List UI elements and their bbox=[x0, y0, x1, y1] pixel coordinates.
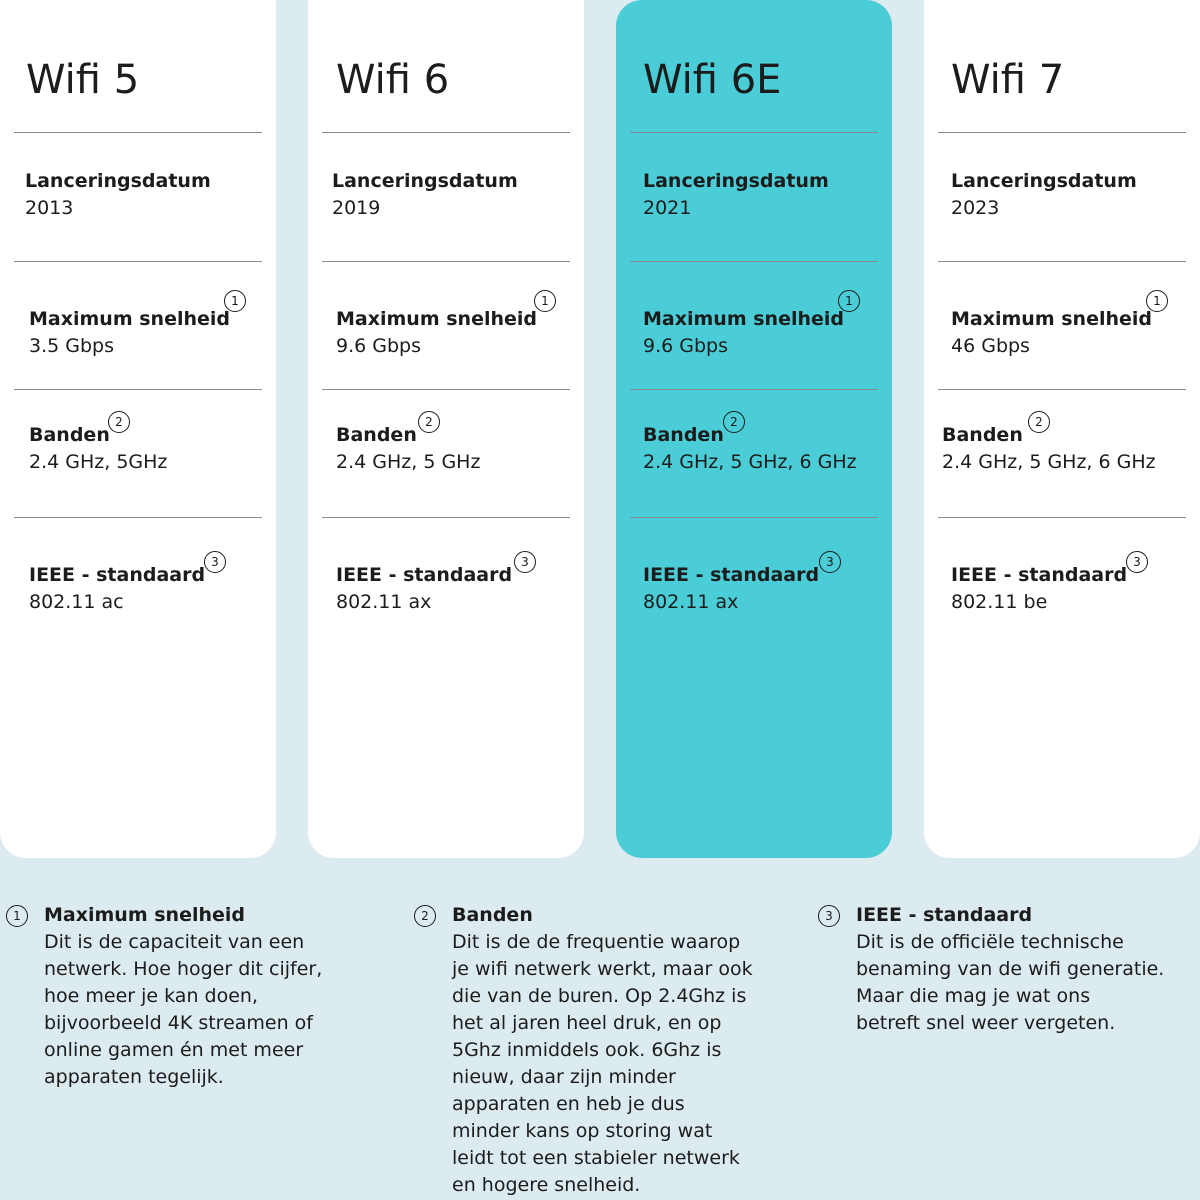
ieee-value: 802.11 ax bbox=[643, 591, 739, 613]
footnote-line: bijvoorbeeld 4K streamen of bbox=[44, 1012, 313, 1034]
launch-row bbox=[951, 168, 1137, 222]
footnote-1-icon: 1 bbox=[6, 905, 28, 927]
launch-label: Lanceringsdatum bbox=[951, 170, 1137, 192]
bands-label: Banden bbox=[942, 424, 1023, 446]
speed-label: Maximum snelheid bbox=[951, 308, 1152, 330]
launch-label: Lanceringsdatum bbox=[25, 170, 211, 192]
divider bbox=[14, 132, 262, 133]
bands-value: 2.4 GHz, 5 GHz bbox=[336, 451, 481, 473]
bands-label: Banden bbox=[336, 424, 417, 446]
bands-row bbox=[942, 422, 1156, 476]
bands-row bbox=[643, 422, 857, 476]
ieee-label: IEEE - standaard bbox=[643, 564, 820, 586]
bands-value: 2.4 GHz, 5 GHz, 6 GHz bbox=[942, 451, 1156, 473]
speed-label: Maximum snelheid bbox=[643, 308, 844, 330]
footnote-1-icon: 1 bbox=[534, 290, 556, 312]
divider bbox=[630, 132, 878, 133]
launch-value: 2023 bbox=[951, 197, 1000, 219]
speed-row bbox=[336, 306, 537, 360]
launch-label: Lanceringsdatum bbox=[332, 170, 518, 192]
launch-row bbox=[332, 168, 518, 222]
ieee-label: IEEE - standaard bbox=[336, 564, 513, 586]
divider bbox=[938, 517, 1186, 518]
card-title: Wifi 7 bbox=[951, 57, 1065, 103]
footnote-line: nieuw, daar zijn minder bbox=[452, 1066, 676, 1088]
footnote-text bbox=[452, 929, 804, 1199]
card-title: Wifi 6 bbox=[336, 57, 450, 103]
ieee-row bbox=[643, 562, 819, 616]
footnote-line: leidt tot een stabieler netwerk bbox=[452, 1147, 740, 1169]
divider bbox=[938, 389, 1186, 390]
footnote-3-icon: 3 bbox=[818, 905, 840, 927]
footnote-line: het al jaren heel druk, en op bbox=[452, 1012, 722, 1034]
footnote-3-icon: 3 bbox=[819, 551, 841, 573]
card-wifi-7 bbox=[924, 0, 1200, 858]
bands-value: 2.4 GHz, 5 GHz, 6 GHz bbox=[643, 451, 857, 473]
footnote-ieee bbox=[818, 902, 1194, 1037]
footnote-line: betreft snel weer vergeten. bbox=[856, 1012, 1116, 1034]
divider bbox=[14, 517, 262, 518]
ieee-label: IEEE - standaard bbox=[951, 564, 1128, 586]
footnote-line: hoe meer je kan doen, bbox=[44, 985, 258, 1007]
footnote-2-icon: 2 bbox=[414, 905, 436, 927]
footnote-line: apparaten tegelijk. bbox=[44, 1066, 224, 1088]
launch-value: 2019 bbox=[332, 197, 381, 219]
footnote-label: Maximum snelheid bbox=[44, 904, 245, 926]
footnote-line: netwerk. Hoe hoger dit cijfer, bbox=[44, 958, 323, 980]
launch-value: 2013 bbox=[25, 197, 74, 219]
speed-value: 46 Gbps bbox=[951, 335, 1030, 357]
footnote-2-icon: 2 bbox=[723, 411, 745, 433]
divider bbox=[14, 261, 262, 262]
bands-value: 2.4 GHz, 5GHz bbox=[29, 451, 168, 473]
ieee-row bbox=[336, 562, 512, 616]
speed-label: Maximum snelheid bbox=[29, 308, 230, 330]
footnote-1-icon: 1 bbox=[1146, 290, 1168, 312]
footnote-line: apparaten en heb je dus bbox=[452, 1093, 685, 1115]
divider bbox=[630, 389, 878, 390]
footnote-line: Dit is de de frequentie waarop bbox=[452, 931, 741, 953]
card-wifi-6e bbox=[616, 0, 892, 858]
footnote-line: benaming van de wifi generatie. bbox=[856, 958, 1165, 980]
footnote-2-icon: 2 bbox=[108, 411, 130, 433]
footnote-bands bbox=[414, 902, 804, 1199]
footnote-1-icon: 1 bbox=[224, 290, 246, 312]
ieee-label: IEEE - standaard bbox=[29, 564, 206, 586]
divider bbox=[630, 261, 878, 262]
footnote-3-icon: 3 bbox=[514, 551, 536, 573]
footnote-label: Banden bbox=[452, 904, 533, 926]
card-wifi-6 bbox=[308, 0, 584, 858]
footnote-line: 5Ghz inmiddels ook. 6Ghz is bbox=[452, 1039, 722, 1061]
launch-value: 2021 bbox=[643, 197, 692, 219]
footnote-line: online gamen én met meer bbox=[44, 1039, 304, 1061]
divider bbox=[322, 132, 570, 133]
footnote-line: je wifi netwerk werkt, maar ook bbox=[452, 958, 753, 980]
footnote-line: Dit is de officiële technische bbox=[856, 931, 1124, 953]
divider bbox=[322, 261, 570, 262]
footnote-3-icon: 3 bbox=[204, 551, 226, 573]
footnote-text bbox=[856, 929, 1194, 1037]
speed-value: 9.6 Gbps bbox=[336, 335, 421, 357]
bands-row bbox=[336, 422, 480, 476]
speed-row bbox=[951, 306, 1152, 360]
card-wifi-5 bbox=[0, 0, 276, 858]
ieee-value: 802.11 ax bbox=[336, 591, 432, 613]
launch-row bbox=[25, 168, 211, 222]
ieee-row bbox=[951, 562, 1127, 616]
bands-row bbox=[29, 422, 167, 476]
footnote-text bbox=[44, 929, 366, 1091]
footnote-line: die van de buren. Op 2.4Ghz is bbox=[452, 985, 747, 1007]
divider bbox=[938, 261, 1186, 262]
bands-label: Banden bbox=[29, 424, 110, 446]
footnote-line: en hogere snelheid. bbox=[452, 1174, 641, 1196]
footnote-line: Maar die mag je wat ons bbox=[856, 985, 1091, 1007]
divider bbox=[322, 389, 570, 390]
footnote-2-icon: 2 bbox=[1028, 411, 1050, 433]
divider bbox=[14, 389, 262, 390]
divider bbox=[630, 517, 878, 518]
footnote-2-icon: 2 bbox=[418, 411, 440, 433]
footnote-label: IEEE - standaard bbox=[856, 904, 1033, 926]
footnote-line: minder kans op storing wat bbox=[452, 1120, 713, 1142]
speed-label: Maximum snelheid bbox=[336, 308, 537, 330]
footnote-1-icon: 1 bbox=[838, 290, 860, 312]
ieee-value: 802.11 be bbox=[951, 591, 1048, 613]
launch-row bbox=[643, 168, 829, 222]
speed-row bbox=[29, 306, 230, 360]
footnote-speed bbox=[6, 902, 366, 1091]
ieee-value: 802.11 ac bbox=[29, 591, 124, 613]
speed-value: 9.6 Gbps bbox=[643, 335, 728, 357]
card-title: Wifi 6E bbox=[643, 57, 782, 103]
footnote-3-icon: 3 bbox=[1126, 551, 1148, 573]
ieee-row bbox=[29, 562, 205, 616]
footnote-line: Dit is de capaciteit van een bbox=[44, 931, 305, 953]
bands-label: Banden bbox=[643, 424, 724, 446]
speed-value: 3.5 Gbps bbox=[29, 335, 114, 357]
divider bbox=[938, 132, 1186, 133]
divider bbox=[322, 517, 570, 518]
speed-row bbox=[643, 306, 844, 360]
card-title: Wifi 5 bbox=[26, 57, 140, 103]
launch-label: Lanceringsdatum bbox=[643, 170, 829, 192]
